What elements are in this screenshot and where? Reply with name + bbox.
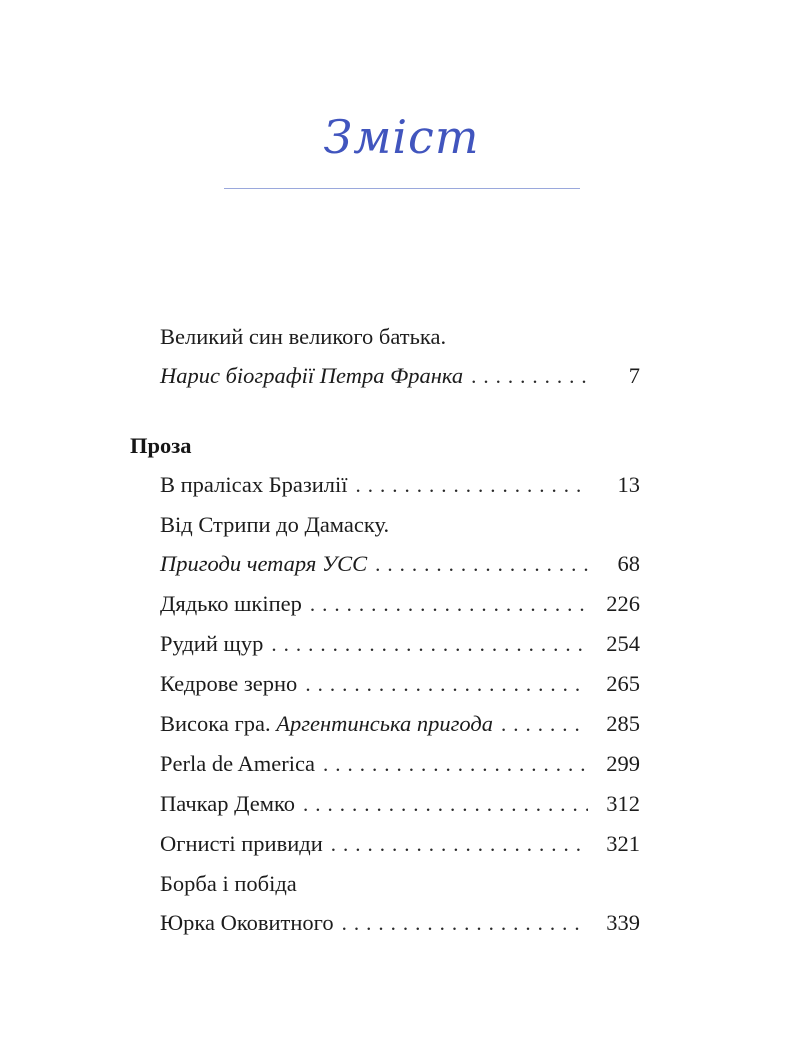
toc-line: [160, 903, 640, 943]
entry-title: Кедрове зерно: [160, 671, 298, 696]
title-block: [0, 0, 803, 189]
entry-title: Юрка Оковитного: [160, 910, 334, 935]
toc-entry: [160, 624, 640, 664]
entry-title: Perla de America: [160, 751, 315, 776]
toc-entry: [160, 317, 640, 396]
page-number: 285: [606, 711, 640, 736]
toc-line: [160, 664, 640, 704]
dot-leader: [303, 784, 588, 824]
dot-leader: [305, 664, 588, 704]
toc-line: [160, 784, 640, 824]
toc-entry: [160, 465, 640, 505]
entry-title: Нарис біографії Петра Франка: [160, 363, 464, 388]
page-number: 7: [628, 363, 640, 388]
toc-line: [160, 824, 640, 864]
entry-title: Пригоди четаря УСС: [160, 551, 368, 576]
page-number: 68: [617, 551, 640, 576]
toc-entry: [160, 744, 640, 784]
entry-title: Дядько шкіпер: [160, 591, 302, 616]
page-number: 13: [617, 472, 640, 497]
entry-title: Огнисті привиди: [160, 831, 323, 856]
toc-line: [160, 544, 640, 584]
entry-title: Висока гра. Аргентинська пригода: [160, 711, 493, 736]
toc-entry: [160, 505, 640, 584]
page-number: 226: [606, 591, 640, 616]
entry-title: Від Стрипи до Дамаску.: [160, 512, 390, 537]
toc-entry: [160, 664, 640, 704]
dot-leader: [331, 824, 588, 864]
toc-line: [160, 317, 640, 356]
page-number: 299: [606, 751, 640, 776]
page-number: 312: [606, 791, 640, 816]
toc-entry: [160, 784, 640, 824]
toc-entry: [160, 704, 640, 744]
dot-leader: [342, 903, 588, 943]
dot-leader: [375, 544, 588, 584]
toc-line: [160, 744, 640, 784]
toc-line: [160, 864, 640, 903]
entry-title: В пралісах Бразилії: [160, 472, 348, 497]
toc: [130, 317, 640, 943]
page-number: 321: [606, 831, 640, 856]
toc-entry: [160, 584, 640, 624]
dot-leader: [323, 744, 588, 784]
dot-leader: [471, 356, 588, 396]
page-number: 254: [606, 631, 640, 656]
entry-title: Пачкар Демко: [160, 791, 295, 816]
toc-entry: [160, 864, 640, 943]
toc-entry: [160, 824, 640, 864]
section-heading: Проза: [130, 433, 192, 458]
toc-line: [160, 505, 640, 544]
toc-line: [160, 704, 640, 744]
page-number: 339: [606, 910, 640, 935]
toc-line: [160, 624, 640, 664]
toc-line: [160, 465, 640, 505]
dot-leader: [356, 465, 588, 505]
dot-leader: [501, 704, 588, 744]
page-number: 265: [606, 671, 640, 696]
dot-leader: [310, 584, 588, 624]
entry-title: Борба і побіда: [160, 871, 297, 896]
entry-title: Великий син великого батька.: [160, 324, 447, 349]
toc-line: [160, 584, 640, 624]
page-title: Зміст: [323, 110, 480, 164]
entry-title: Рудий щур: [160, 631, 264, 656]
title-underline: [224, 188, 580, 189]
dot-leader: [271, 624, 588, 664]
toc-line: [160, 356, 640, 396]
